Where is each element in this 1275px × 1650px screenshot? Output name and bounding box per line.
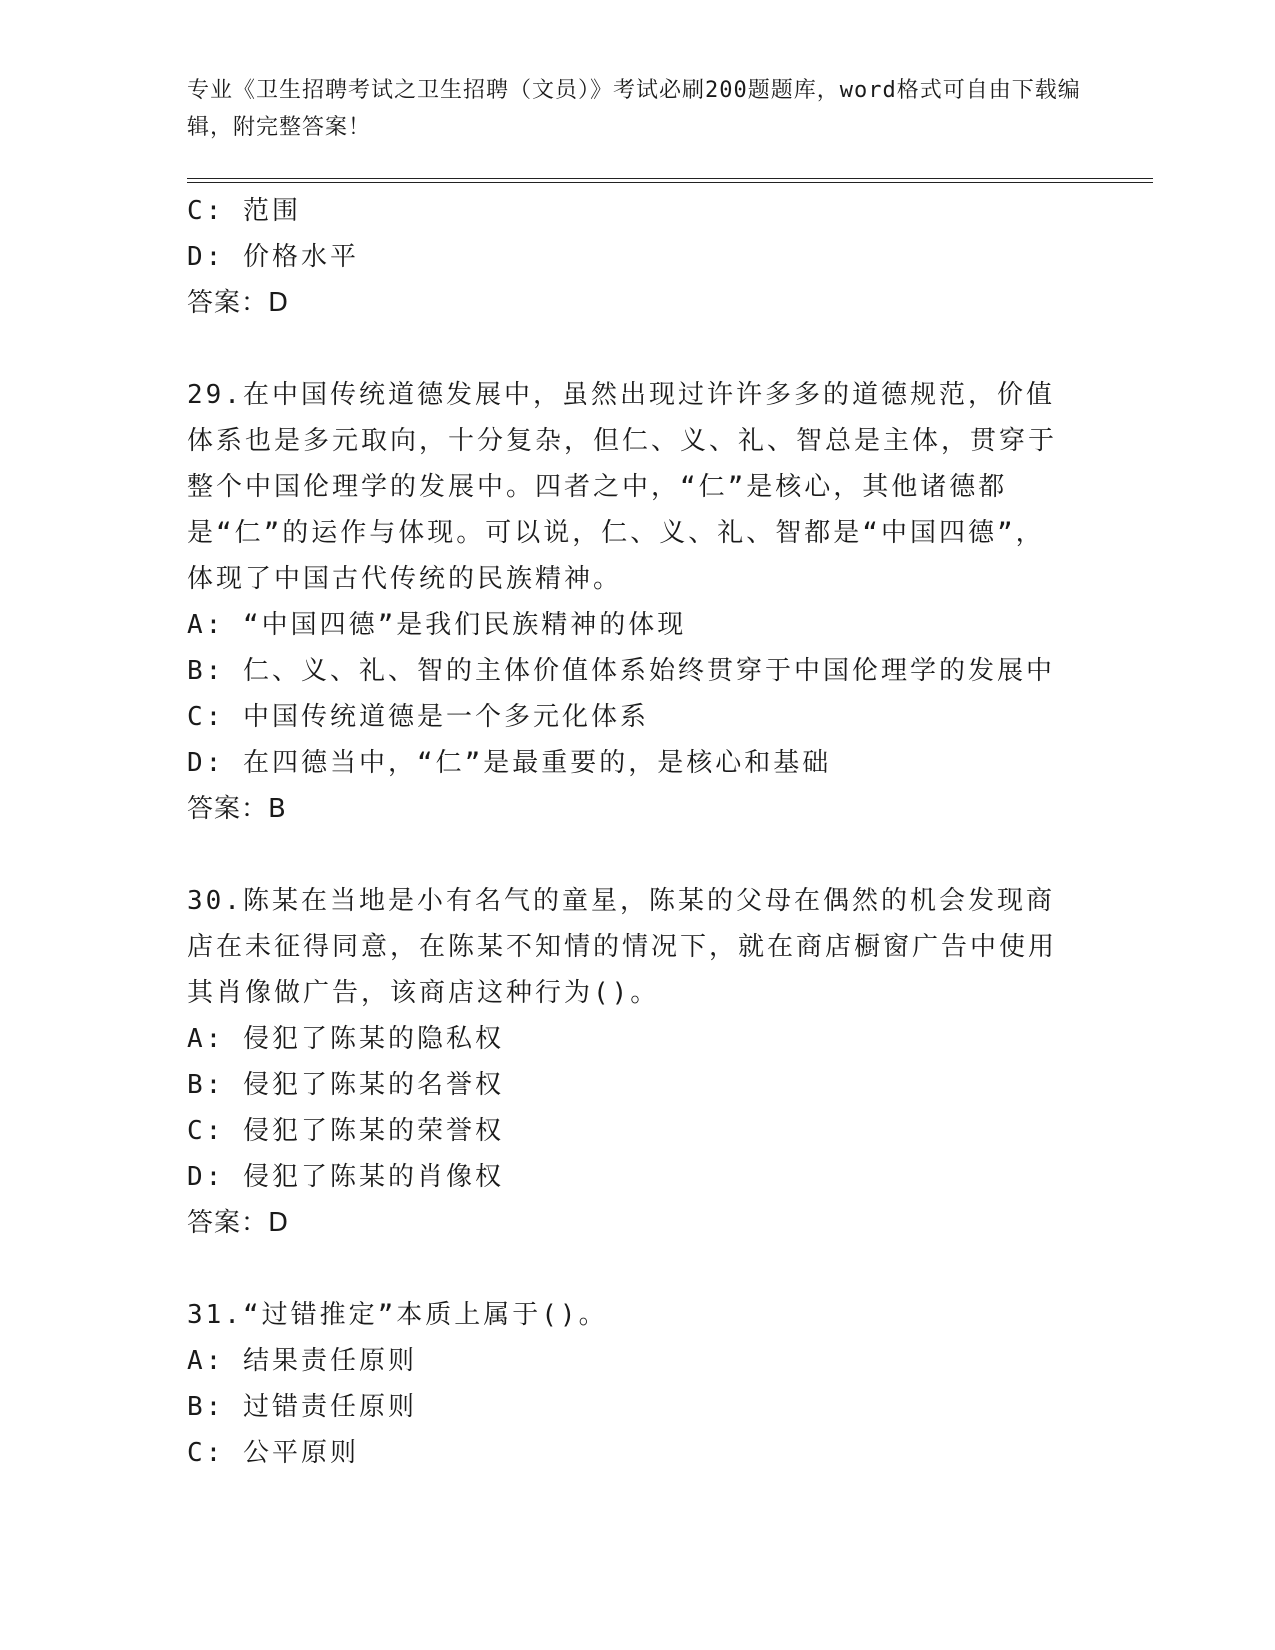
option-b: B: 侵犯了陈某的名誉权	[187, 1070, 504, 1100]
option-c: C: 中国传统道德是一个多元化体系	[187, 702, 649, 732]
answer-line: 答案：B	[187, 794, 287, 824]
option-c: C: 公平原则	[187, 1438, 359, 1468]
option-a: A: 侵犯了陈某的隐私权	[187, 1024, 504, 1054]
question-text: 30.陈某在当地是小有名气的童星，陈某的父母在偶然的机会发现商店在未征得同意，在陈某不知情的情况下，就在商店橱窗广告中使用其肖像做广告，该商店这种行为()。	[187, 886, 1058, 1008]
document-header: 专业《卫生招聘考试之卫生招聘（文员）》考试必刷200题题库，word格式可自由下载编辑，附完整答案！	[187, 78, 1081, 140]
question-30	[187, 878, 1107, 1246]
question-31	[187, 1292, 1107, 1476]
option-c: C: 侵犯了陈某的荣誉权	[187, 1116, 504, 1146]
option-d: D: 在四德当中，“仁”是最重要的，是核心和基础	[187, 748, 832, 778]
question-text: 31.“过错推定”本质上属于()。	[187, 1300, 608, 1330]
option-c: C: 范围	[187, 196, 301, 226]
option-a: A: “中国四德”是我们民族精神的体现	[187, 610, 687, 640]
answer-line: 答案：D	[187, 288, 290, 318]
question-28-tail	[187, 188, 1107, 326]
option-b: B: 过错责任原则	[187, 1392, 417, 1422]
header-divider-bottom	[187, 182, 1153, 183]
option-b: B: 仁、义、礼、智的主体价值体系始终贯穿于中国伦理学的发展中	[187, 656, 1055, 686]
option-d: D: 价格水平	[187, 242, 359, 272]
question-content	[187, 188, 1107, 1476]
header-divider-top	[187, 178, 1153, 179]
question-29	[187, 372, 1107, 832]
option-a: A: 结果责任原则	[187, 1346, 417, 1376]
option-d: D: 侵犯了陈某的肖像权	[187, 1162, 504, 1192]
answer-line: 答案：D	[187, 1208, 290, 1238]
question-text: 29.在中国传统道德发展中，虽然出现过许许多多的道德规范，价值体系也是多元取向，十分复杂，但仁、义、礼、智总是主体，贯穿于整个中国伦理学的发展中。四者之中，“仁”是核心，其他诸德都是“仁”的运作与体现。可以说，仁、义、礼、智都是“中国四德”，体现了中国古代传统的民族精神。	[187, 380, 1058, 594]
